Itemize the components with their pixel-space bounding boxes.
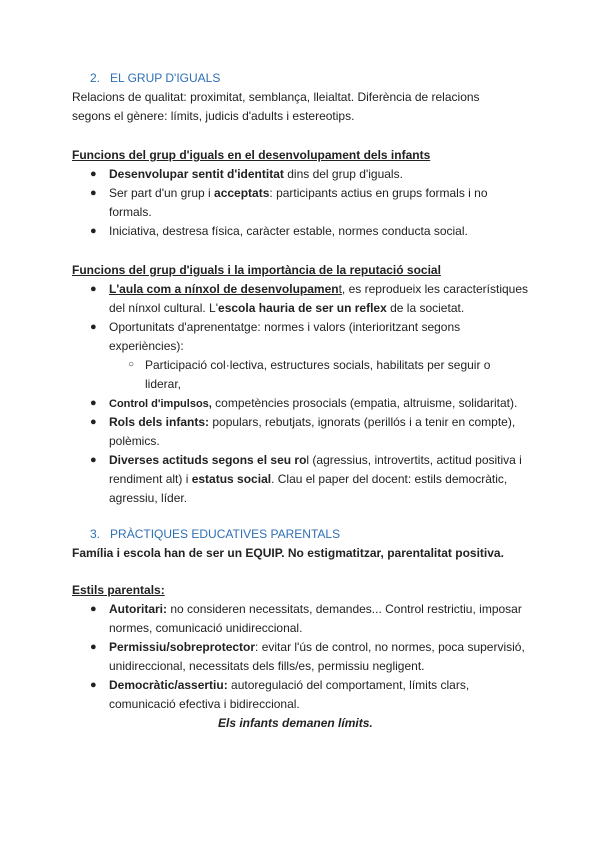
item-bold-text: Rols dels infants: — [109, 415, 210, 429]
funcions-reputacio-heading: Funcions del grup d'iguals i la importància de la reputació social — [72, 263, 441, 277]
item-bold-text: Democràtic/assertiu: — [109, 678, 228, 692]
bullet-icon: ● — [90, 416, 97, 428]
list-item — [109, 281, 528, 297]
item-text: t — [338, 282, 342, 296]
item-bold-text: acceptats — [214, 186, 270, 200]
list-item: Oportunitats d'aprenentatge: normes i valors (interioritzant segons — [109, 320, 461, 334]
item-text: : participants actius en grups formals i no — [269, 186, 488, 200]
item-text: autoregulació del comportament, límits clars, — [227, 678, 470, 692]
bullet-icon: ● — [90, 187, 97, 199]
list-item — [109, 414, 515, 430]
item-text: del nínxol cultural. L' — [109, 301, 219, 315]
funcions-desenvolupament-heading: Funcions del grup d'iguals en el desenvolupament dels infants — [72, 148, 431, 162]
item-text: populars, rebutjats, ignorats (perillós i a tenir en compte), — [209, 415, 516, 429]
bullet-icon: ● — [90, 321, 97, 333]
item-text: rendiment alt) i — [109, 472, 192, 486]
section-2-number: 2. — [90, 71, 101, 85]
bullet-icon: ● — [90, 603, 97, 615]
list-item — [109, 185, 488, 201]
item-text: no consideren necessitats, demandes... Control restrictiu, imposar — [167, 602, 522, 616]
item-text: de la societat. — [386, 301, 465, 315]
bullet-icon: ● — [90, 641, 97, 653]
list-item-continuation — [109, 471, 507, 487]
sub-list-item: Participació col·lectiva, estructures socials, habilitats per seguir o — [145, 358, 491, 372]
estils-parentals-heading: Estils parentals: — [72, 583, 165, 597]
bullet-icon: ● — [90, 225, 97, 237]
list-item-continuation: agressiu, líder. — [109, 491, 188, 505]
list-item — [109, 452, 522, 468]
item-text: competències prosocials (empatia, altruisme, solidaritat). — [211, 396, 518, 410]
list-item: Iniciativa, destresa física, caràcter estable, normes conducta social. — [109, 224, 468, 238]
item-bold-text: L'aula com a nínxol de desenvolupamen — [109, 282, 339, 296]
list-item — [109, 677, 469, 693]
list-item — [109, 639, 525, 655]
item-text: l (agressius, introvertits, actitud positiva i — [306, 453, 522, 467]
item-text: . Clau el paper del docent: estils democràtic, — [271, 472, 508, 486]
bullet-icon: ● — [90, 168, 97, 180]
item-bold-text: Autoritari: — [109, 602, 167, 616]
section-2-intro-line-1: Relacions de qualitat: proximitat, semblança, lleialtat. Diferència de relacions — [72, 90, 480, 104]
list-item-continuation — [109, 300, 464, 316]
bullet-icon: ● — [90, 283, 97, 295]
item-text: : evitar l'ús de control, no normes, poca supervisió, — [255, 640, 525, 654]
item-bold-text: Permissiu/sobreprotector — [109, 640, 256, 654]
hollow-bullet-icon: ○ — [128, 359, 135, 370]
section-3-title: PRÀCTIQUES EDUCATIVES PARENTALS — [110, 527, 341, 541]
section-2-heading — [90, 70, 220, 86]
item-text: dins del grup d'iguals. — [283, 167, 403, 181]
section-3-bold-line: Família i escola han de ser un EQUIP. No estigmatitzar, parentalitat positiva. — [72, 546, 504, 560]
item-bold-text: escola hauria de ser un reflex — [218, 301, 387, 315]
sub-list-item-continuation: liderar, — [145, 377, 182, 391]
list-item-continuation: comunicació efectiva i bidireccional. — [109, 697, 300, 711]
item-text: Ser part d'un grup i — [109, 186, 215, 200]
list-item — [109, 601, 522, 617]
section-3-number: 3. — [90, 527, 101, 541]
section-2-intro-line-2: segons el gènere: límits, judicis d'adults i estereotips. — [72, 109, 355, 123]
list-item-continuation: unidireccional, necessitats dels fills/es, permissiu negligent. — [109, 659, 425, 673]
list-item — [109, 166, 403, 182]
section-2-title: EL GRUP D'IGUALS — [110, 71, 221, 85]
item-bold-text: Control d'impulsos, — [109, 398, 212, 410]
closing-statement: Els infants demanen límits. — [218, 716, 373, 730]
item-text: , es reprodueix les característiques — [341, 282, 529, 296]
bullet-icon: ● — [90, 679, 97, 691]
item-bold-text: estatus social — [191, 472, 272, 486]
section-3-heading — [90, 526, 340, 542]
item-bold-text: Desenvolupar sentit d'identitat — [109, 167, 284, 181]
list-item-continuation: polèmics. — [109, 434, 160, 448]
list-item-continuation: formals. — [109, 205, 152, 219]
list-item-continuation: normes, comunicació unidireccional. — [109, 621, 303, 635]
list-item-continuation: experiències): — [109, 339, 184, 353]
list-item — [109, 395, 517, 412]
item-bold-text: Diverses actituds segons el seu ro — [109, 453, 307, 467]
bullet-icon: ● — [90, 397, 97, 409]
bullet-icon: ● — [90, 454, 97, 466]
